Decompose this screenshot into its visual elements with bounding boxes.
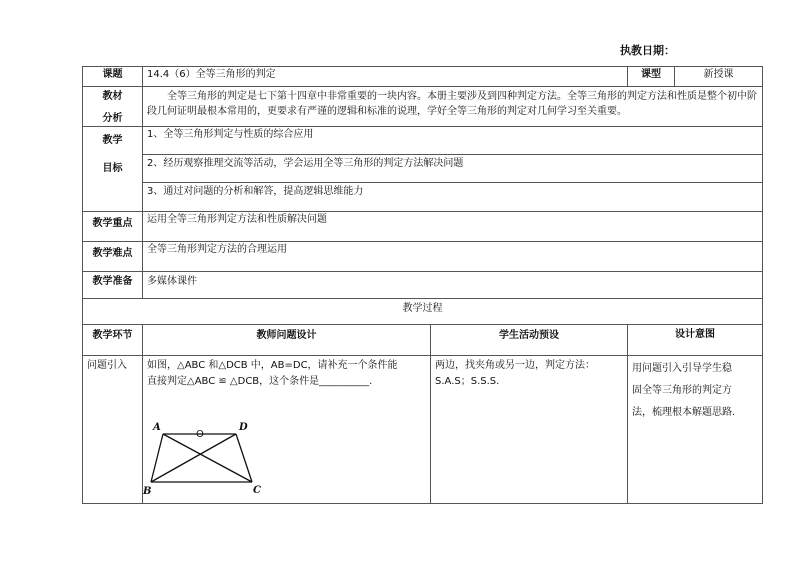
student-activity-cell (431, 356, 628, 504)
topic-value: 14.4（6）全等三角形的判定 (143, 67, 628, 87)
process-title: 教学过程 (83, 299, 763, 325)
key-point-row (83, 212, 763, 242)
triangle-figure (143, 422, 273, 502)
objective-item-1: 1、全等三角形判定与性质的综合应用 (143, 127, 763, 155)
process-title-row (83, 299, 763, 325)
difficulty-label: 教学难点 (83, 242, 143, 272)
design-intent-line3: 法，梳理根本解题思路. (632, 407, 736, 418)
analysis-row (83, 87, 763, 127)
objective-item-3: 3、通过对问题的分析和解答，提高逻辑思维能力 (143, 183, 763, 212)
teacher-question-line1: 如图，△ABC 和△DCB 中，AB=DC，请补充一个条件能 (147, 360, 398, 371)
segment-db (151, 434, 236, 482)
objective-row-2 (83, 155, 763, 183)
objective-row-1 (83, 127, 763, 155)
vertex-b-label: B (143, 486, 152, 497)
teacher-question-cell (143, 356, 431, 504)
vertex-c-label: C (253, 485, 261, 496)
segment-ab (151, 434, 163, 482)
design-intent-line1: 用问题引入引导学生稳 (632, 363, 733, 374)
preparation-label: 教学准备 (83, 272, 143, 299)
difficulty-row (83, 242, 763, 272)
process-header-teacher: 教师问题设计 (143, 325, 431, 356)
topic-row (83, 67, 763, 87)
objective-row-3 (83, 183, 763, 212)
lesson-type-label: 课型 (628, 67, 675, 87)
analysis-label-line1: 教材 (102, 91, 123, 102)
process-row-1 (83, 356, 763, 504)
objective-item-2: 2、经历观察推理交流等活动，学会运用全等三角形的判定方法解决问题 (143, 155, 763, 183)
analysis-text: 全等三角形的判定是七下第十四章中非常重要的一块内容。本册主要涉及到四种判定方法。全等三角形的判定方法和性质是整个初中阶段几何证明最根本常用的，更要求有严谨的逻辑和标准的说理，学好全等三角形的判定对几何学习至关重要。 (143, 87, 763, 127)
preparation-value: 多媒体课件 (143, 272, 763, 299)
analysis-label (83, 87, 143, 127)
point-o-label: O (196, 429, 204, 440)
design-intent-line2: 固全等三角形的判定方 (632, 385, 733, 396)
student-activity-line1: 两边，找夹角或另一边，判定方法： (435, 360, 595, 371)
topic-label: 课题 (83, 67, 143, 87)
key-point-label: 教学重点 (83, 212, 143, 242)
process-stage: 问题引入 (83, 356, 143, 504)
preparation-row (83, 272, 763, 299)
key-point-value: 运用全等三角形判定方法和性质解决问题 (143, 212, 763, 242)
student-activity-line2: S.A.S；S.S.S. (435, 376, 500, 387)
lesson-type-value: 新授课 (675, 67, 763, 87)
vertex-a-label: A (153, 422, 161, 433)
exec-date-label: 执教日期： (620, 44, 675, 57)
lesson-plan-table (82, 66, 763, 504)
teacher-question-line2: 直接判定△ABC ≌ △DCB，这个条件是__________. (147, 376, 373, 387)
process-header-stage: 教学环节 (83, 325, 143, 356)
process-header-intent: 设计意图 (628, 325, 763, 356)
process-header-student: 学生活动预设 (431, 325, 628, 356)
objectives-label-line1: 教学 (102, 135, 123, 146)
process-header-row (83, 325, 763, 356)
objectives-label (83, 127, 143, 212)
objectives-label-line2: 目标 (102, 163, 123, 174)
design-intent-cell (628, 356, 763, 504)
analysis-label-line2: 分析 (102, 113, 123, 124)
vertex-d-label: D (239, 422, 248, 433)
difficulty-value: 全等三角形判定方法的合理运用 (143, 242, 763, 272)
